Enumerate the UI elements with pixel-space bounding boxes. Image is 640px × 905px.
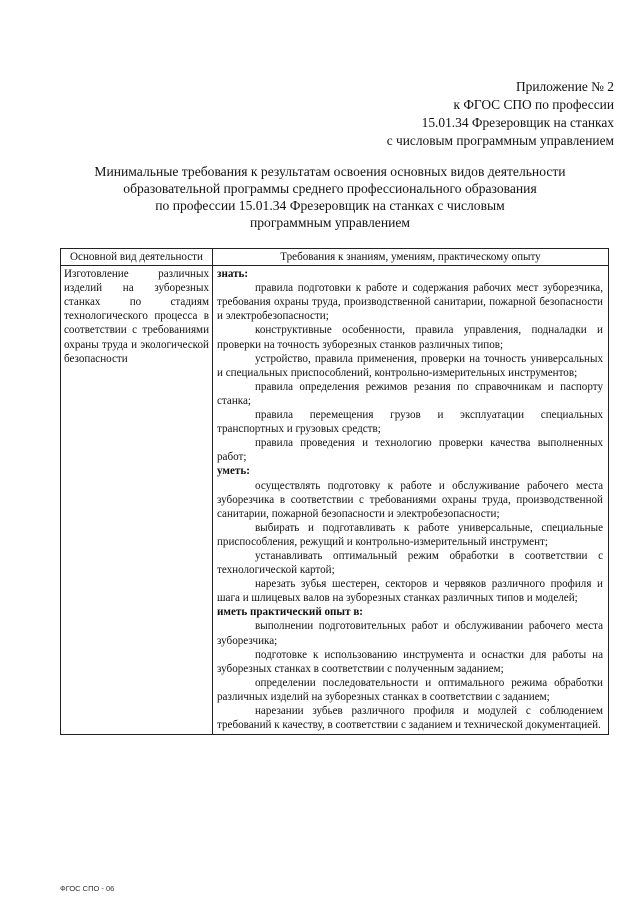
title-line: по профессии 15.01.34 Фрезеровщик на станках с числовым — [155, 198, 505, 213]
know-label: знать: — [217, 268, 249, 281]
document-title — [60, 163, 600, 231]
title-line: образовательной программы среднего профессионального образования — [123, 181, 537, 196]
header-activity: Основной вид деятельности — [61, 249, 213, 265]
header-requirements: Требования к знаниям, умениям, практическому опыту — [280, 251, 541, 263]
experience-label: иметь практический опыт в: — [217, 606, 364, 619]
experience-item: выполнении подготовительных работ и обслуживании рабочего места зуборезчика; — [217, 620, 603, 647]
can-item: выбирать и подготавливать к работе универсальные, специальные приспособления, режущий и контрольно-измерительный инструмент; — [217, 521, 603, 548]
footer-code: ФГОС СПО - 06 — [60, 884, 115, 893]
can-item: осуществлять подготовку к работе и обслуживание рабочего места зуборезчика в соответствии с требованиями охраны труда, производственной санитарии, пожарной безопасности и электробезопасности; — [217, 479, 603, 520]
appendix-line: Приложение № 2 — [515, 79, 614, 94]
know-item: правила проведения и технологию проверки качества выполненных работ; — [217, 437, 603, 464]
can-label: уметь: — [217, 465, 250, 478]
experience-item: определении последовательности и оптимального режима обработки различных изделий на зуборезных станках в соответствии с заданием; — [217, 676, 603, 703]
appendix-line: с числовым программным управлением — [386, 133, 614, 148]
title-line: программным управлением — [249, 215, 411, 230]
title-line: Минимальные требования к результатам освоения основных видов деятельности — [94, 164, 566, 179]
can-item: нарезать зубья шестерен, секторов и червяков различного профиля и шага и шлицевых валов на зуборезных станках различных типов и моделей; — [217, 578, 603, 605]
know-item: правила подготовки к работе и содержания рабочих мест зуборезчика, требования охраны труда, производственной санитарии, пожарной безопасности и электробезопасности; — [217, 282, 603, 323]
appendix-line: 15.01.34 Фрезеровщик на станках — [421, 115, 614, 130]
know-item: конструктивные особенности, правила управления, подналадки и проверки на точность зуборезных станков различных типов; — [217, 324, 603, 351]
know-item: правила определения режимов резания по справочникам и паспорту станка; — [217, 380, 603, 407]
experience-item: подготовке к использованию инструмента и оснастки для работы на зуборезных станках в соответствии с полученным заданием; — [217, 648, 603, 675]
appendix-header — [274, 78, 614, 150]
know-item: устройство, правила применения, проверки на точность универсальных и специальных приспособлений, контрольно-измерительных инструментов; — [217, 352, 603, 379]
table-header-row — [61, 249, 608, 266]
requirements-table — [60, 248, 609, 735]
know-item: правила перемещения грузов и эксплуатации специальных транспортных и грузовых средств; — [217, 409, 603, 436]
can-item: устанавливать оптимальный режим обработки в соответствии с технологической картой; — [217, 549, 603, 577]
table-row — [61, 266, 608, 734]
appendix-line: к ФГОС СПО по профессии — [453, 97, 614, 112]
activity-cell: Изготовление различных изделий на зуборезных станках по стадиям технологического процесса в соответствии с требованиями охраны труда и экологической безопасности — [61, 266, 213, 734]
requirements-cell — [213, 266, 608, 734]
experience-item: нарезании зубьев различного профиля и модулей с соблюдением требований к качеству, в соответствии с заданием и технической документацией. — [217, 705, 603, 732]
